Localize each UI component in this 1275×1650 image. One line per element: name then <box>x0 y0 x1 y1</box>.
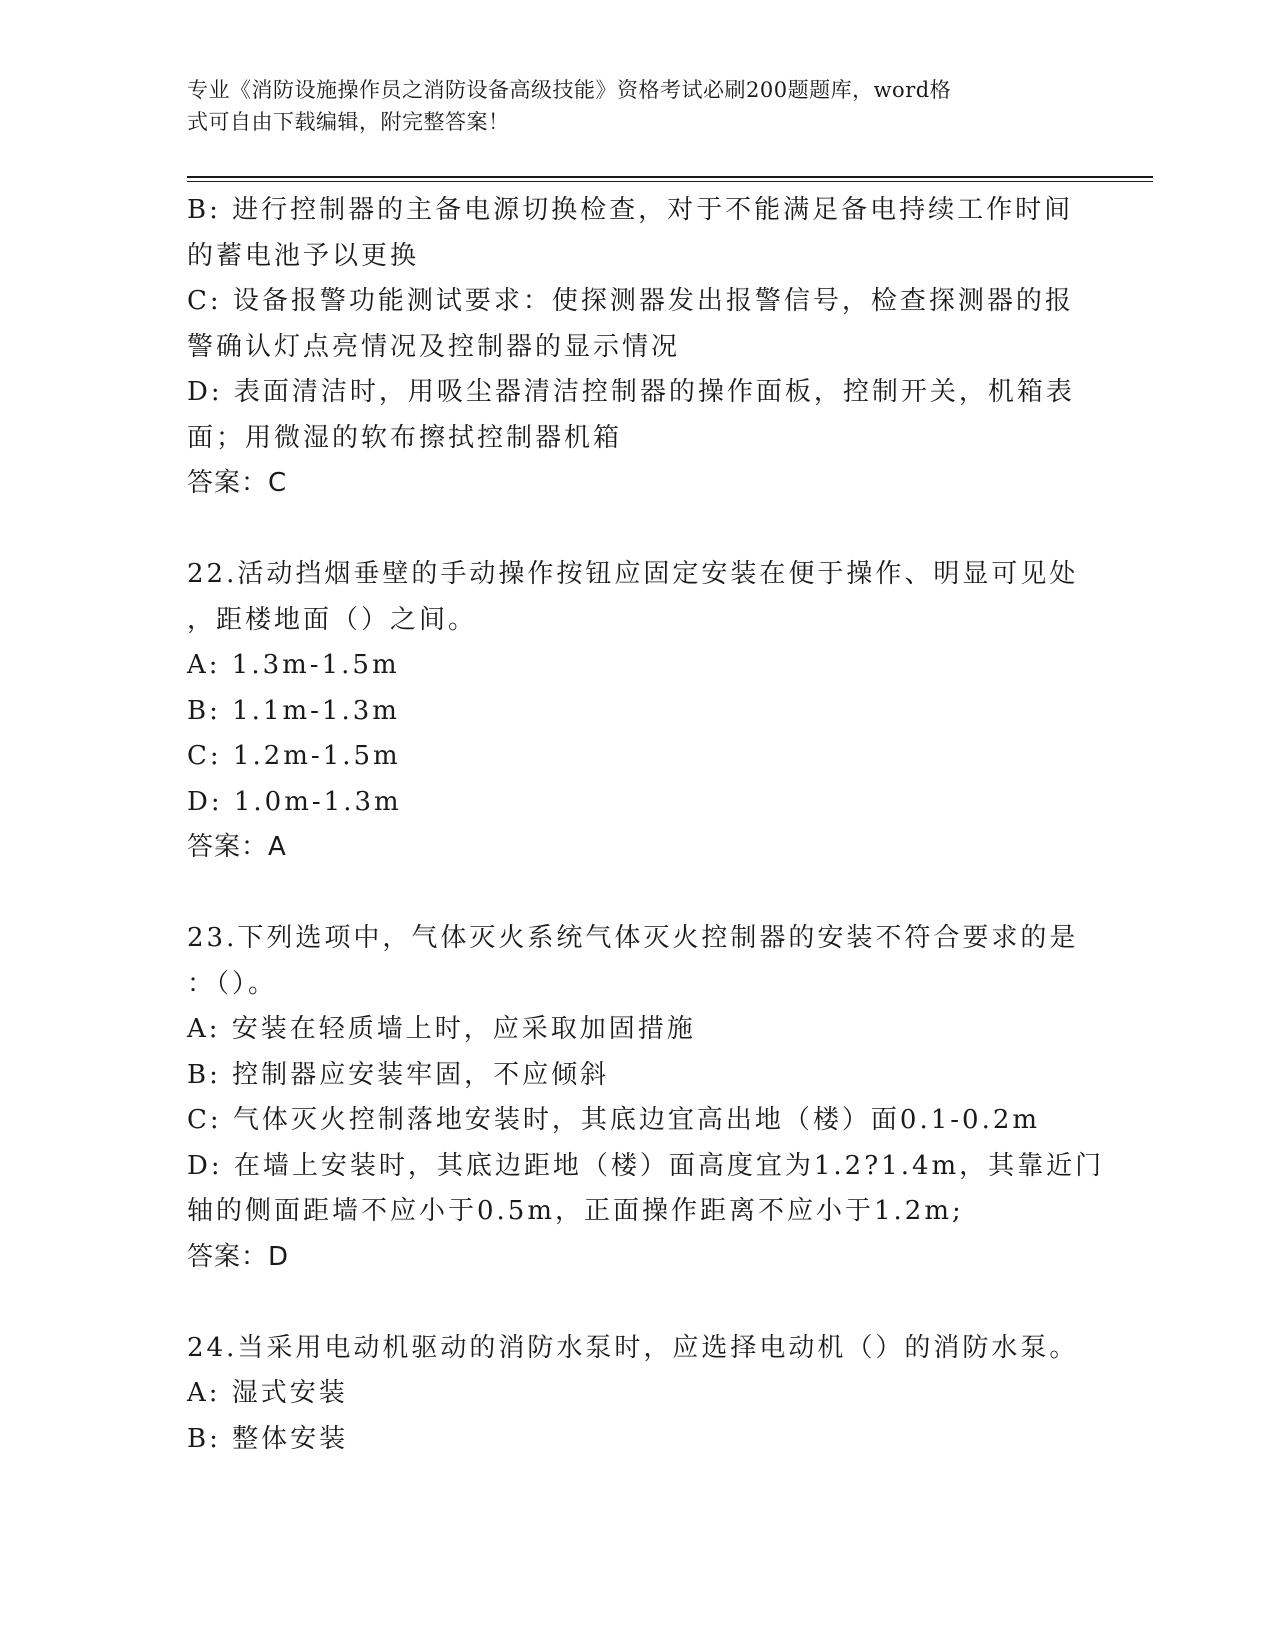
q21-option-d-line-1: D: 表面清洁时，用吸尘器清洁控制器的操作面板，控制开关，机箱表 <box>187 377 1075 407</box>
q24-option-b: B: 整体安装 <box>187 1423 349 1454</box>
q23-option-a: A: 安装在轻质墙上时，应采取加固措施 <box>187 1014 696 1044</box>
question-24 <box>187 1326 1087 1463</box>
question-22 <box>187 552 1087 871</box>
q22-stem-line-2: ，距楼地面（）之间。 <box>187 604 478 635</box>
q24-stem: 24.当采用电动机驱动的消防水泵时，应选择电动机（）的消防水泵。 <box>187 1332 1079 1363</box>
q21-option-c-line-1: C: 设备报警功能测试要求：使探测器发出报警信号，检查探测器的报 <box>187 286 1074 316</box>
q21-option-b-line-1: B: 进行控制器的主备电源切换检查，对于不能满足备电持续工作时间 <box>187 195 1074 225</box>
header-line-2: 式可自由下载编辑，附完整答案！ <box>187 110 510 134</box>
q22-stem-line-1: 22.活动挡烟垂壁的手动操作按钮应固定安装在便于操作、明显可见处 <box>187 559 1079 589</box>
q21-option-c-line-2: 警确认灯点亮情况及控制器的显示情况 <box>187 331 681 362</box>
q23-option-c: C: 气体灭火控制落地安装时，其底边宜高出地（楼）面0.1-0.2m <box>187 1105 1041 1135</box>
q23-stem-line-2: ：（）。 <box>187 968 278 999</box>
question-content <box>187 188 1105 1462</box>
header-line-1: 专业《消防设施操作员之消防设备高级技能》资格考试必刷200题题库，word格 <box>187 78 952 102</box>
q23-option-b: B: 控制器应安装牢固，不应倾斜 <box>187 1059 610 1090</box>
header-divider-thin <box>187 181 1153 182</box>
header-divider-thick <box>187 176 1153 178</box>
document-header <box>187 74 1067 138</box>
q22-option-d: D: 1.0m-1.3m <box>187 786 402 817</box>
spacer <box>187 507 1087 553</box>
spacer <box>187 1280 1087 1326</box>
q21-answer: 答案：C <box>187 468 288 498</box>
q22-option-a: A: 1.3m-1.5m <box>187 650 400 680</box>
q23-answer: 答案：D <box>187 1241 290 1272</box>
q22-answer: 答案：A <box>187 832 287 862</box>
question-21 <box>187 188 1087 507</box>
q24-option-a: A: 湿式安装 <box>187 1378 348 1408</box>
question-23 <box>187 916 1105 1280</box>
q22-option-c: C: 1.2m-1.5m <box>187 741 401 771</box>
q21-option-b-line-2: 的蓄电池予以更换 <box>187 240 420 271</box>
q21-option-d-line-2: 面；用微湿的软布擦拭控制器机箱 <box>187 422 623 453</box>
spacer <box>187 871 1087 917</box>
q23-option-d-line-2: 轴的侧面距墙不应小于0.5m，正面操作距离不应小于1.2m; <box>187 1196 964 1226</box>
q23-option-d-line-1: D: 在墙上安装时，其底边距地（楼）面高度宜为1.2?1.4m，其靠近门 <box>187 1150 1105 1181</box>
q22-option-b: B: 1.1m-1.3m <box>187 695 400 726</box>
q23-stem-line-1: 23.下列选项中，气体灭火系统气体灭火控制器的安装不符合要求的是 <box>187 923 1079 953</box>
